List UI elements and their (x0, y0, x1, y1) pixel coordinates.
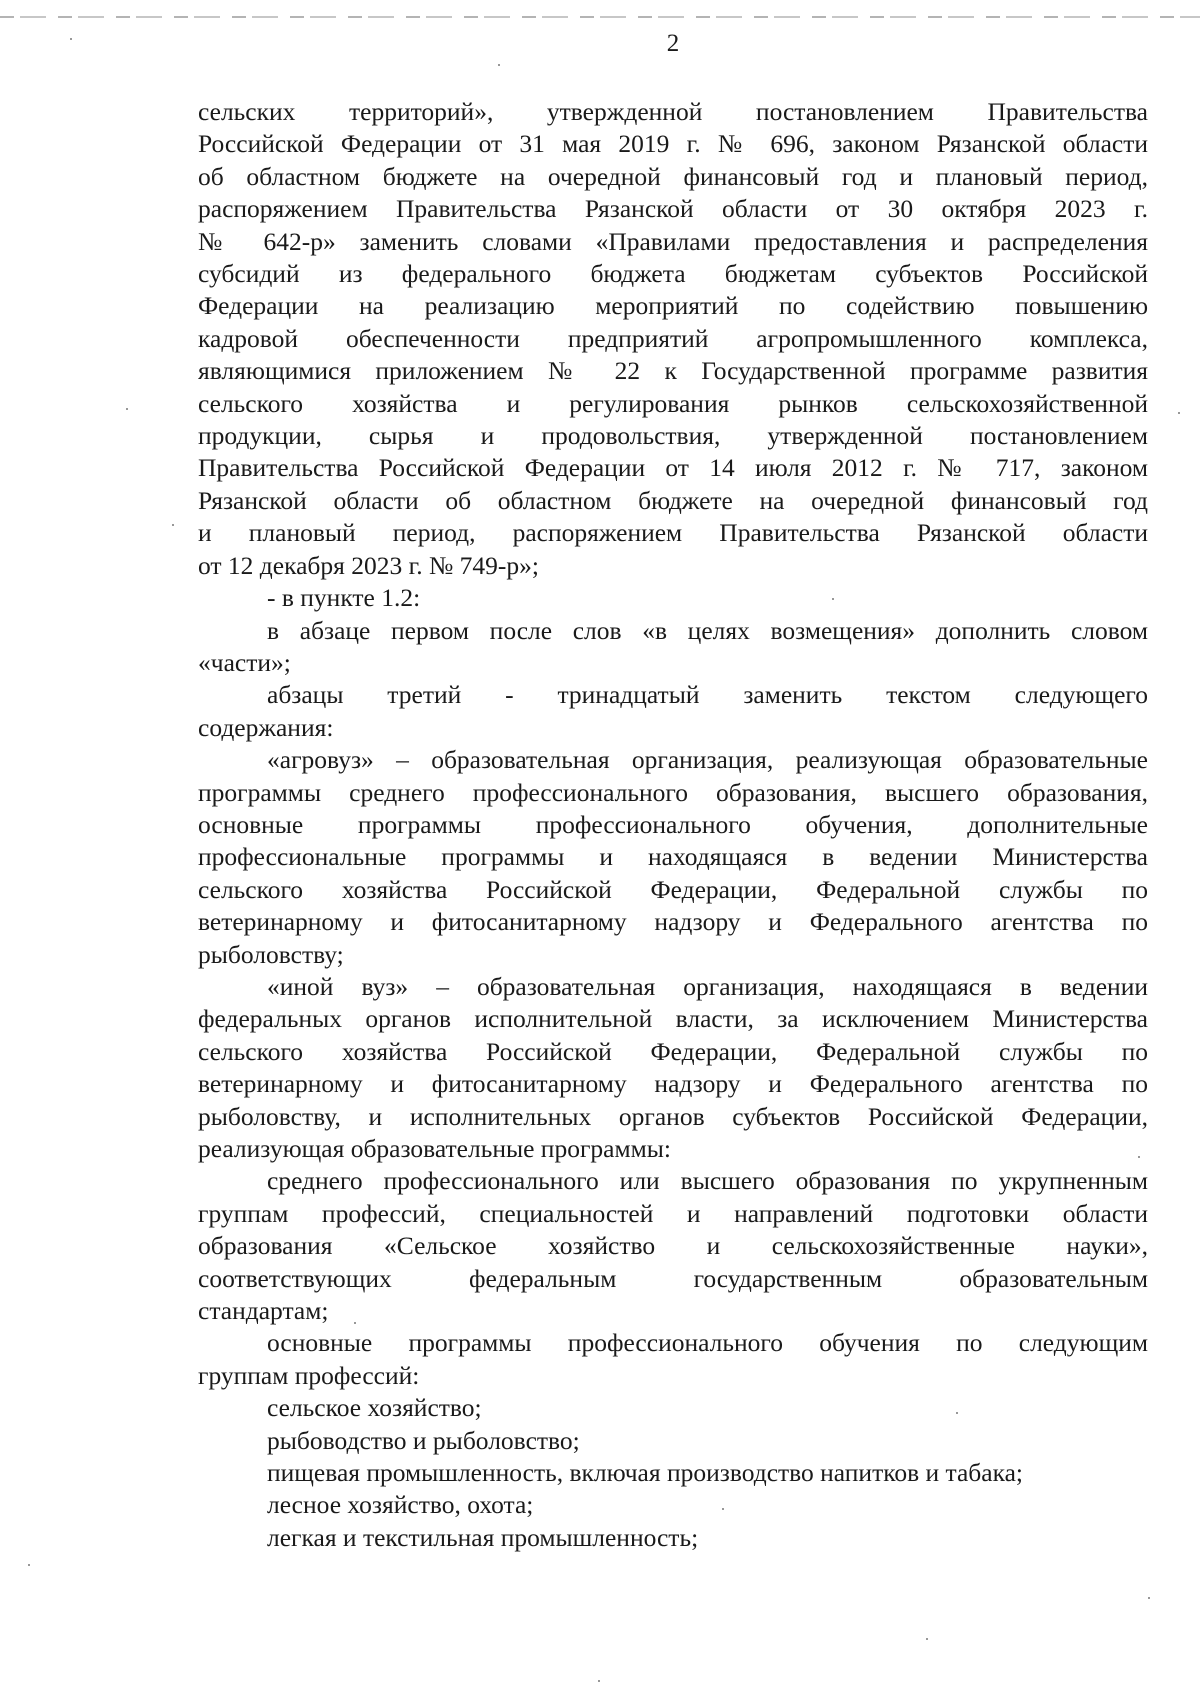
scan-speck (832, 598, 834, 600)
scan-speck (498, 64, 500, 66)
text-line: основные программы профессионального обучения по следующим (267, 1328, 1148, 1358)
paragraph (198, 96, 1148, 582)
scan-speck (126, 408, 128, 410)
text-line: «агровуз» – образовательная организация, реализующая образовательные (267, 745, 1148, 775)
text-line: № 642-р» заменить словами «Правилами предоставления и распределения (198, 226, 1148, 256)
text-line: сельское хозяйство; (267, 1393, 482, 1423)
scan-speck (1138, 1156, 1140, 1158)
scan-speck (926, 1638, 928, 1640)
text-line: - в пункте 1.2: (267, 583, 421, 613)
text-line: среднего профессионального или высшего образования по укрупненным (267, 1166, 1148, 1196)
text-line: содержания: (198, 712, 334, 742)
text-line: легкая и текстильная промышленность; (267, 1522, 699, 1552)
text-line: ветеринарному и фитосанитарному надзору и Федерального агентства по (198, 1069, 1148, 1099)
text-line: об областном бюджете на очередной финансовый год и плановый период, (198, 161, 1148, 191)
paragraph (198, 1165, 1148, 1327)
text-line: группам профессий, специальностей и направлений подготовки области (198, 1198, 1148, 1228)
text-line: соответствующих федеральным государственным образовательным (198, 1263, 1148, 1293)
text-line: группам профессий: (198, 1360, 420, 1390)
text-line: рыболовству; (198, 939, 344, 969)
paragraph (198, 615, 1148, 680)
text-line: Правительства Российской Федерации от 14 июля 2012 г. № 717, законом (198, 453, 1148, 483)
text-line: в абзаце первом после слов «в целях возмещения» дополнить словом (267, 615, 1148, 645)
paragraph (198, 971, 1148, 1165)
document-body-text (198, 96, 1148, 1554)
text-line: лесное хозяйство, охота; (267, 1490, 534, 1520)
text-line: «иной вуз» – образовательная организация, находящаяся в ведении (267, 971, 1148, 1001)
text-line: абзацы третий - тринадцатый заменить текстом следующего (267, 680, 1148, 710)
text-line: кадровой обеспеченности предприятий агропромышленного комплекса, (198, 323, 1148, 353)
text-line: «части»; (198, 647, 291, 677)
text-line: профессиональные программы и находящаяся в ведении Министерства (198, 842, 1148, 872)
text-line: от 12 декабря 2023 г. № 749-р»; (198, 550, 539, 580)
text-line: рыболовству, и исполнительных органов субъектов Российской Федерации, (198, 1101, 1148, 1131)
paragraph (198, 1489, 1148, 1521)
text-line: пищевая промышленность, включая производство напитков и табака; (267, 1458, 1023, 1488)
text-line: стандартам; (198, 1296, 329, 1326)
text-line: образования «Сельское хозяйство и сельскохозяйственные науки», (198, 1231, 1148, 1261)
scan-speck (1148, 1597, 1150, 1599)
text-line: основные программы профессионального обучения, дополнительные (198, 809, 1148, 839)
text-line: распоряжением Правительства Рязанской области от 30 октября 2023 г. (198, 194, 1148, 224)
page-number: 2 (666, 30, 680, 57)
paragraph (198, 582, 1148, 614)
text-line: сельских территорий», утвержденной постановлением Правительства (198, 97, 1148, 126)
scan-speck (70, 38, 72, 40)
paragraph (198, 679, 1148, 744)
text-line: сельского хозяйства Российской Федерации, Федеральной службы по (198, 1036, 1148, 1066)
paragraph (198, 1522, 1148, 1554)
text-line: Российской Федерации от 31 мая 2019 г. № 696, законом Рязанской области (198, 129, 1148, 159)
text-line: субсидий из федерального бюджета бюджетам субъектов Российской (198, 259, 1148, 289)
scan-speck (172, 524, 174, 526)
scan-speck (1178, 412, 1180, 414)
text-line: рыбоводство и рыболовство; (267, 1425, 580, 1455)
text-line: продукции, сырья и продовольствия, утвержденной постановлением (198, 421, 1148, 451)
text-line: федеральных органов исполнительной власти, за исключением Министерства (198, 1004, 1148, 1034)
text-line: Рязанской области об областном бюджете на очередной финансовый год (198, 485, 1148, 515)
paragraph (198, 1457, 1148, 1489)
scan-speck (598, 1680, 600, 1682)
text-line: являющимися приложением № 22 к Государственной программе развития (198, 356, 1148, 386)
paragraph (198, 1392, 1148, 1424)
text-line: ветеринарному и фитосанитарному надзору и Федерального агентства по (198, 907, 1148, 937)
scan-top-edge-artifact (0, 16, 1200, 18)
text-line: сельского хозяйства и регулирования рынков сельскохозяйственной (198, 388, 1148, 418)
text-line: и плановый период, распоряжением Правительства Рязанской области (198, 518, 1148, 548)
text-line: реализующая образовательные программы: (198, 1134, 671, 1163)
text-line: программы среднего профессионального образования, высшего образования, (198, 777, 1148, 807)
scan-speck (354, 1322, 356, 1324)
text-line: сельского хозяйства Российской Федерации, Федеральной службы по (198, 874, 1148, 904)
paragraph (198, 1327, 1148, 1392)
text-line: Федерации на реализацию мероприятий по содействию повышению (198, 291, 1148, 321)
paragraph (198, 744, 1148, 971)
scan-speck (28, 1564, 30, 1566)
scan-speck (956, 1412, 958, 1414)
scan-speck (722, 1508, 724, 1510)
paragraph (198, 1425, 1148, 1457)
